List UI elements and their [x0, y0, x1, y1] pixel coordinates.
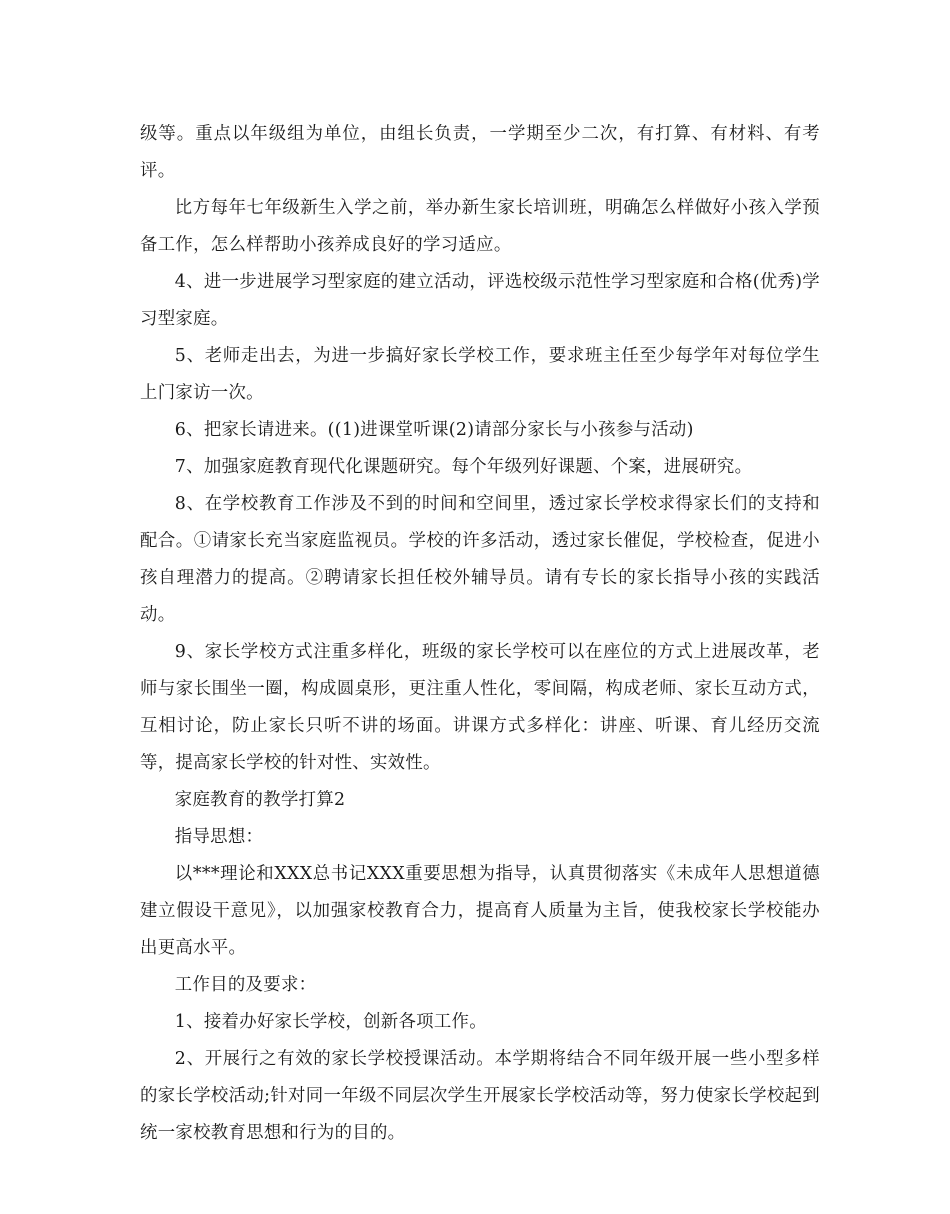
subheading-guiding-thought: 指导思想：	[174, 827, 264, 847]
paragraph-7: 8、在学校教育工作涉及不到的时间和空间里，透过家长学校求得家长们的支持和配合。①请家长充当家庭监视员。学校的许多活动，透过家长催促，学校检查，促进小孩自理潜力的提高。②聘请家长担任校外辅导员。请有专长的家长指导小孩的实践活动。	[140, 494, 820, 625]
section-heading: 家庭教育的教学打算2	[174, 790, 346, 810]
subheading-goals: 工作目的及要求：	[174, 975, 317, 995]
document-body	[140, 116, 820, 1152]
paragraph-3: 4、进一步进展学习型家庭的建立活动，评选校级示范性学习型家庭和合格(优秀)学习型家庭。	[140, 272, 820, 329]
paragraph-goal-1: 1、接着办好家长学校，创新各项工作。	[174, 1012, 487, 1032]
paragraph-1: 级等。重点以年级组为单位，由组长负责，一学期至少二次，有打算、有材料、有考评。	[140, 124, 820, 181]
paragraph-goal-2: 2、开展行之有效的家长学校授课活动。本学期将结合不同年级开展一些小型多样的家长学校活动;针对同一年级不同层次学生开展家长学校活动等，努力使家长学校起到统一家校教育思想和行为的目的。	[140, 1049, 820, 1143]
paragraph-8: 9、家长学校方式注重多样化，班级的家长学校可以在座位的方式上进展改革，老师与家长围坐一圈，构成圆桌形，更注重人性化，零间隔，构成老师、家长互动方式，互相讨论，防止家长只听不讲的场面。讲课方式多样化：讲座、听课、育儿经历交流等，提高家长学校的针对性、实效性。	[140, 642, 820, 773]
paragraph-5: 6、把家长请进来。((1)进课堂听课(2)请部分家长与小孩参与活动)	[174, 420, 694, 440]
paragraph-guiding-thought: 以***理论和XXX总书记XXX重要思想为指导，认真贯彻落实《未成年人思想道德建立假设干意见》，以加强家校教育合力，提高育人质量为主旨，使我校家长学校能办出更高水平。	[140, 864, 820, 958]
paragraph-4: 5、老师走出去，为进一步搞好家长学校工作，要求班主任至少每学年对每位学生上门家访一次。	[140, 346, 820, 403]
paragraph-2: 比方每年七年级新生入学之前，举办新生家长培训班，明确怎么样做好小孩入学预备工作，怎么样帮助小孩养成良好的学习适应。	[140, 198, 820, 255]
paragraph-6: 7、加强家庭教育现代化课题研究。每个年级列好课题、个案，进展研究。	[174, 457, 753, 477]
